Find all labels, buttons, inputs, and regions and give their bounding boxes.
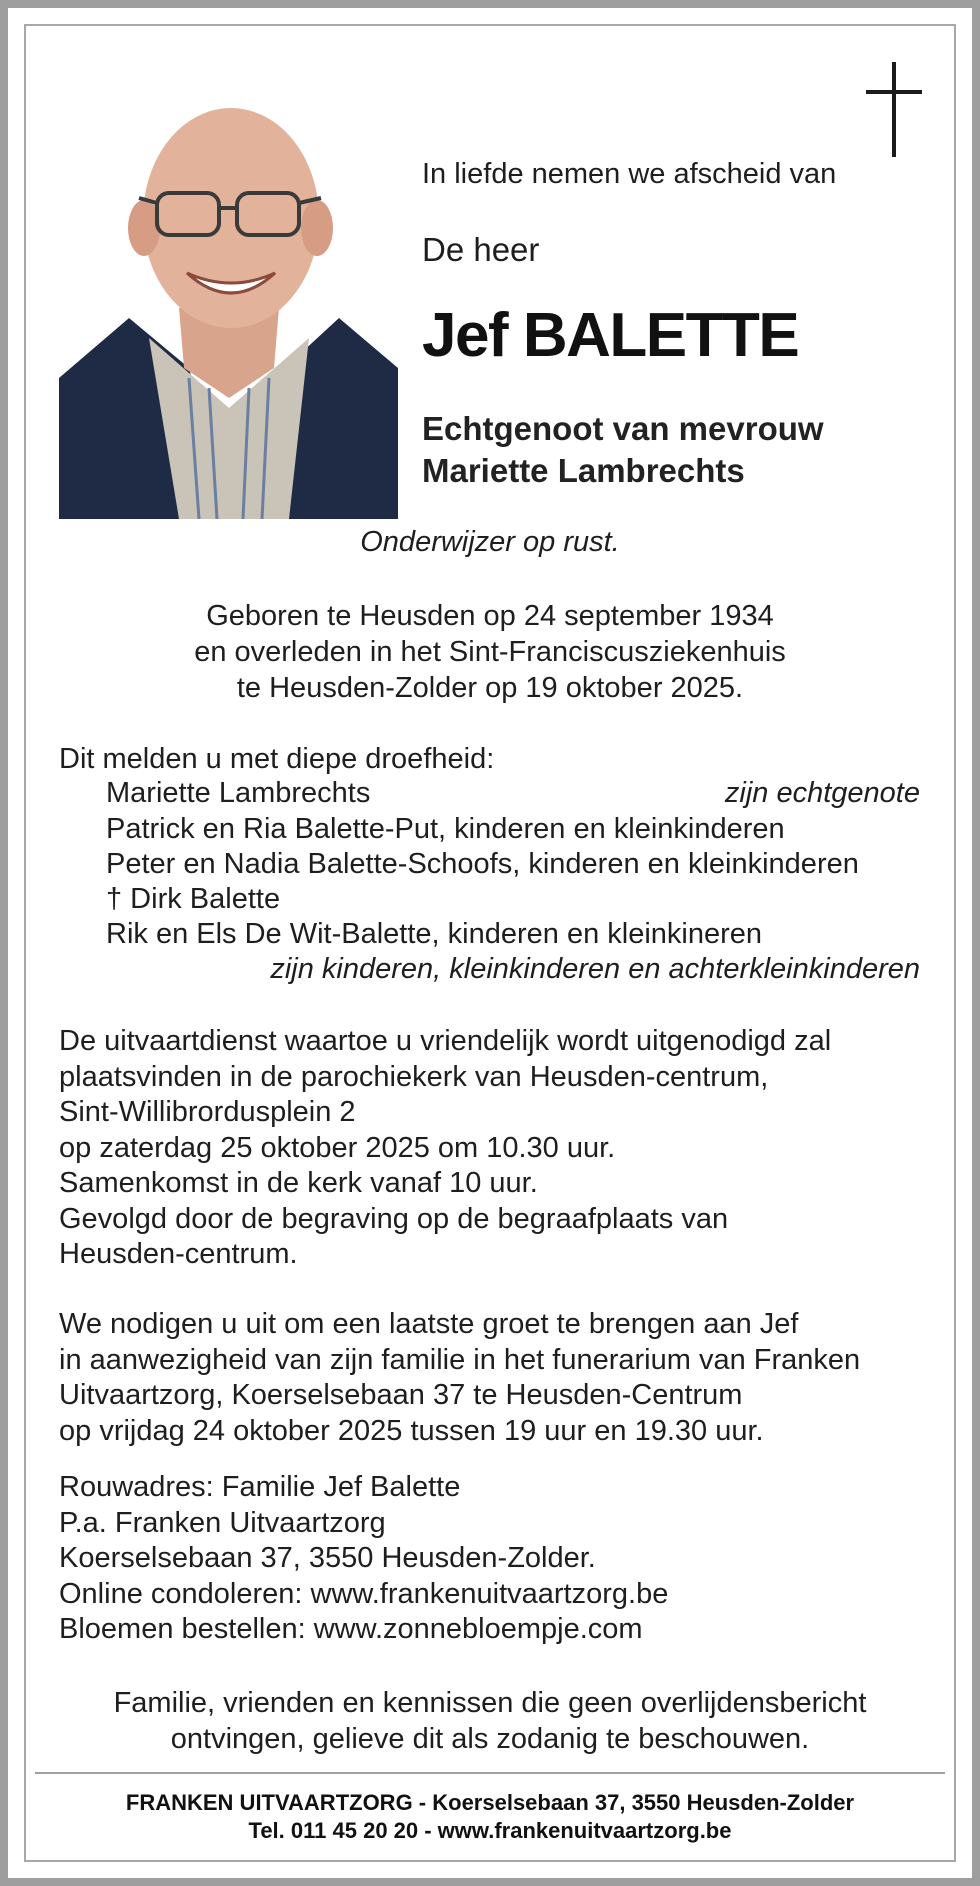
mourner-line: Peter en Nadia Balette-Schoofs, kinderen en kleinkinderen	[106, 848, 859, 880]
occupation: Onderwijzer op rust.	[360, 526, 620, 558]
mourner-spouse-role: zijn echtgenote	[724, 777, 920, 809]
spouse-line-2: Mariette Lambrechts	[422, 452, 745, 489]
visitation-line: in aanwezigheid van zijn familie in het funerarium van Franken	[59, 1343, 861, 1376]
mourners-intro: Dit melden u met diepe droefheid:	[59, 743, 495, 775]
service-line: plaatsvinden in de parochiekerk van Heusden-centrum,	[59, 1060, 769, 1093]
mourner-line: † Dirk Balette	[106, 883, 281, 915]
address-line: Online condoleren: www.frankenuitvaartzorg.be	[59, 1577, 669, 1610]
service-line: Sint-Willibrordusplein 2	[59, 1096, 356, 1128]
mourner-line: Rik en Els De Wit-Balette, kinderen en kleinkineren	[106, 918, 763, 950]
closing-line: ontvingen, gelieve dit als zodanig te beschouwen.	[170, 1723, 810, 1755]
birth-death-info	[0, 598, 980, 706]
service-line: Heusden-centrum.	[59, 1238, 298, 1270]
footer-line-2: Tel. 011 45 20 20 - www.frankenuitvaartzorg.be	[248, 1818, 732, 1843]
honorific: De heer	[422, 231, 540, 268]
closing-line: Familie, vrienden en kennissen die geen overlijdensbericht	[113, 1687, 867, 1719]
birth-death-line: Geboren te Heusden op 24 september 1934	[206, 600, 774, 632]
visitation-line: We nodigen u uit om een laatste groet te brengen aan Jef	[59, 1308, 799, 1340]
closing-note	[0, 1685, 980, 1757]
address-line: Rouwadres: Familie Jef Balette	[59, 1471, 461, 1503]
footer-divider	[35, 1772, 945, 1774]
funeral-service-info	[59, 1024, 831, 1273]
service-line: op zaterdag 25 oktober 2025 om 10.30 uur.	[59, 1131, 616, 1164]
spouse-info	[422, 408, 824, 492]
portrait-photo	[59, 78, 398, 519]
birth-death-line: en overleden in het Sint-Franciscusziekenhuis	[194, 636, 786, 668]
funeral-home-footer	[0, 1789, 980, 1845]
mourner-spouse-name: Mariette Lambrechts	[106, 777, 371, 809]
birth-death-line: te Heusden-Zolder op 19 oktober 2025.	[236, 672, 744, 704]
cross-icon-bar	[866, 90, 922, 94]
address-line: P.a. Franken Uitvaartzorg	[59, 1506, 386, 1539]
address-line: Koerselsebaan 37, 3550 Heusden-Zolder.	[59, 1542, 596, 1574]
mourner-line: Patrick en Ria Balette-Put, kinderen en kleinkinderen	[106, 813, 785, 845]
visitation-info	[59, 1307, 860, 1449]
service-line: De uitvaartdienst waartoe u vriendelijk wordt uitgenodigd zal	[59, 1025, 832, 1057]
portrait-illustration	[59, 78, 398, 519]
cross-icon	[892, 62, 896, 157]
mourners-closing-role: zijn kinderen, kleinkinderen en achterkleinkinderen	[270, 953, 920, 985]
footer-line-1: FRANKEN UITVAARTZORG - Koerselsebaan 37, 3550 Heusden-Zolder	[125, 1790, 855, 1815]
intro-text: In liefde nemen we afscheid van	[422, 158, 837, 190]
address-line: Bloemen bestellen: www.zonnebloempje.com	[59, 1613, 643, 1645]
spouse-line-1: Echtgenoot van mevrouw	[422, 410, 824, 447]
deceased-name: Jef BALETTE	[422, 301, 799, 370]
service-line: Samenkomst in de kerk vanaf 10 uur.	[59, 1167, 538, 1199]
visitation-line: Uitvaartzorg, Koerselsebaan 37 te Heusden-Centrum	[59, 1379, 743, 1411]
mourning-address	[59, 1470, 668, 1648]
visitation-line: op vrijdag 24 oktober 2025 tussen 19 uur en 19.30 uur.	[59, 1414, 764, 1447]
service-line: Gevolgd door de begraving op de begraafplaats van	[59, 1202, 729, 1235]
